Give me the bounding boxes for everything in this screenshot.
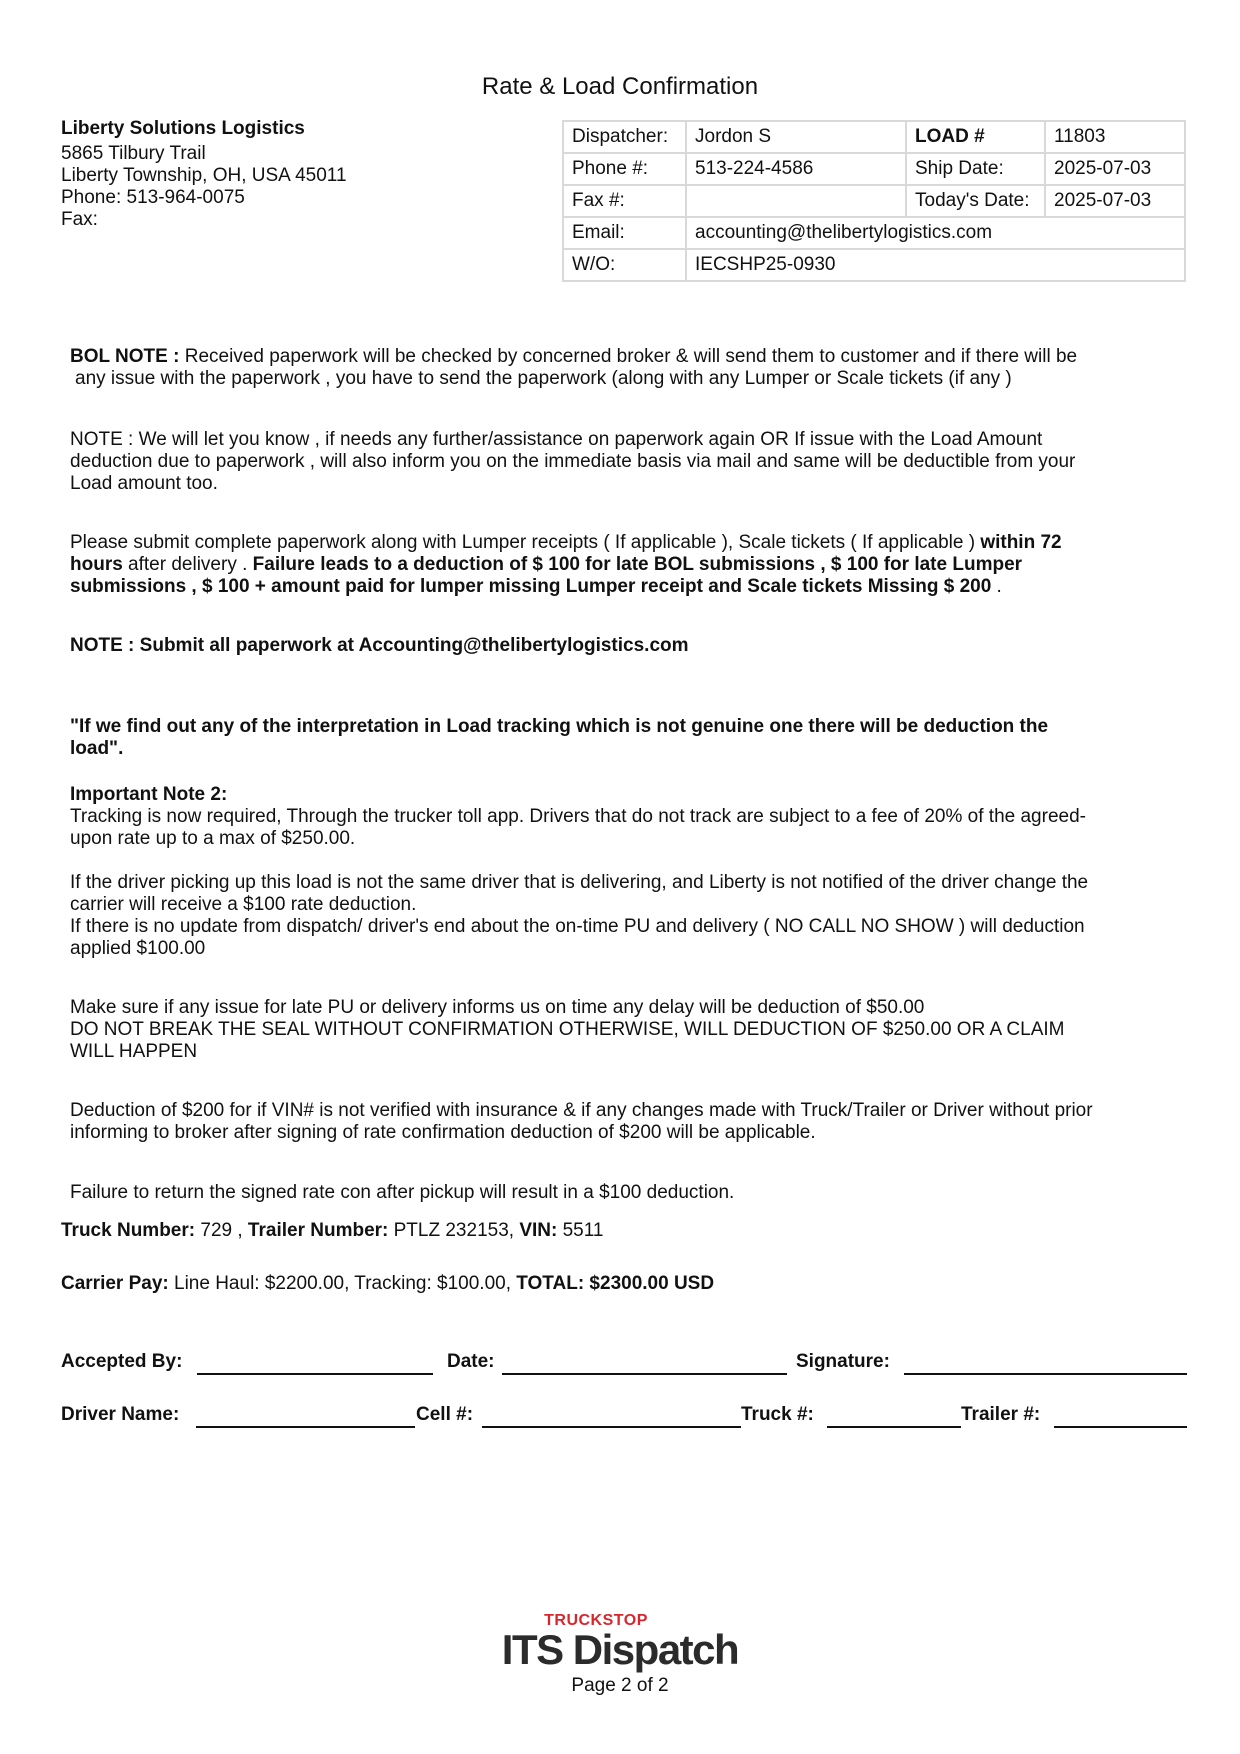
note-line: Tracking is now required, Through the trucker toll app. Drivers that do not track are subject to a fee of 20% of the agreed- (70, 806, 1086, 827)
email-label: Email: (563, 217, 686, 249)
logo-brand-text: TRUCKSTOP (544, 1612, 648, 1629)
note-line: carrier will receive a $100 rate deduction. (70, 894, 417, 915)
load-value: 11803 (1045, 121, 1185, 153)
note-line: applied $100.00 (70, 938, 206, 959)
load-label: LOAD # (906, 121, 1045, 153)
submit-deadline: within 72 (980, 532, 1062, 553)
table-row (563, 185, 1185, 217)
company-phone: Phone: 513-964-0075 (61, 187, 245, 208)
submit-text: Please submit complete paperwork along with Lumper receipts ( If applicable ), Scale tickets ( If applicable ) (70, 532, 981, 553)
tracking-quote (70, 716, 1180, 760)
late-seal-note (70, 997, 1180, 1063)
ship-date-value: 2025-07-03 (1045, 153, 1185, 185)
its-dispatch-logo (0, 1612, 1240, 1674)
bol-note-label: BOL NOTE : (70, 346, 180, 367)
note-line: upon rate up to a max of $250.00. (70, 828, 356, 849)
important-heading: Important Note 2: (70, 784, 228, 805)
note-line: Make sure if any issue for late PU or delivery informs us on time any delay will be deduction of $50.00 (70, 997, 925, 1018)
driver-change-note (70, 872, 1180, 960)
date-label: Date: (447, 1351, 495, 1372)
submit-failure-2: submissions , $ 100 + amount paid for lumper missing Lumper receipt and Scale tickets Missing $ 200 (70, 576, 992, 597)
trailer-number-label: Trailer Number: (247, 1220, 389, 1241)
carrier-pay-label: Carrier Pay: (61, 1273, 169, 1294)
trailer-label: Trailer #: (961, 1404, 1041, 1425)
bol-note-text-2: any issue with the paperwork , you have to send the paperwork (along with any Lumper or Scale tickets (if any ) (75, 368, 1012, 389)
logo-product-text: ITS Dispatch (501, 1626, 739, 1673)
today-date-value: 2025-07-03 (1045, 185, 1185, 217)
note-line: If the driver picking up this load is not the same driver that is delivering, and Liberty is not notified of the driver change the (70, 872, 1089, 893)
vin-label: VIN: (519, 1220, 558, 1241)
note-line: DO NOT BREAK THE SEAL WITHOUT CONFIRMATION OTHERWISE, WILL DEDUCTION OF $250.00 OR A CLAIM (70, 1019, 1065, 1040)
company-fax: Fax: (61, 209, 98, 230)
page-number: Page 2 of 2 (571, 1675, 669, 1696)
accepted-by-label: Accepted By: (61, 1351, 183, 1372)
dispatcher-label: Dispatcher: (563, 121, 686, 153)
company-block (61, 118, 347, 231)
vin-value: 5511 (557, 1220, 604, 1241)
truck-line[interactable] (827, 1426, 961, 1428)
wo-value: IECSHP25-0930 (686, 249, 1185, 281)
load-info-table (562, 120, 1186, 282)
accepted-by-line[interactable] (197, 1373, 433, 1375)
note-line: deduction due to paperwork , will also inform you on the immediate basis via mail and same will be deductible from your (70, 451, 1076, 472)
trailer-line[interactable] (1054, 1426, 1187, 1428)
note-line: If there is no update from dispatch/ driver's end about the on-time PU and delivery ( NO CALL NO SHOW ) will deduction (70, 916, 1085, 937)
truck-number: 729 , (195, 1220, 248, 1241)
carrier-pay-line (61, 1273, 714, 1295)
note-line: WILL HAPPEN (70, 1041, 198, 1062)
date-line[interactable] (502, 1373, 787, 1375)
table-row (563, 121, 1185, 153)
equipment-line (61, 1220, 603, 1242)
submit-email-note: NOTE : Submit all paperwork at Accounting@thelibertylogistics.com (70, 635, 689, 656)
vin-note (70, 1100, 1180, 1144)
submit-hours: hours (70, 554, 123, 575)
paperwork-note (70, 429, 1180, 495)
ship-date-label: Ship Date: (906, 153, 1045, 185)
cell-line[interactable] (482, 1426, 741, 1428)
note-line: Load amount too. (70, 473, 218, 494)
company-address-1: 5865 Tilbury Trail (61, 143, 206, 164)
truck-label: Truck #: (741, 1404, 814, 1425)
rate-con-note: Failure to return the signed rate con after pickup will result in a $100 deduction. (70, 1182, 735, 1203)
today-date-label: Today's Date: (906, 185, 1045, 217)
table-row (563, 249, 1185, 281)
signature-label: Signature: (796, 1351, 890, 1372)
fax-value (686, 185, 906, 217)
submit-failure: Failure leads to a deduction of $ 100 for late BOL submissions , $ 100 for late Lumper (252, 554, 1023, 575)
submit-after: after delivery . (122, 554, 253, 575)
note-line: "If we find out any of the interpretation in Load tracking which is not genuine one there will be deduction the (70, 716, 1049, 737)
fax-label: Fax #: (563, 185, 686, 217)
wo-label: W/O: (563, 249, 686, 281)
trailer-number: PTLZ 232153, (388, 1220, 520, 1241)
company-address-2: Liberty Township, OH, USA 45011 (61, 165, 347, 186)
cell-label: Cell #: (416, 1404, 474, 1425)
note-line: informing to broker after signing of rate confirmation deduction of $200 will be applicable. (70, 1122, 816, 1143)
driver-name-label: Driver Name: (61, 1404, 180, 1425)
bol-note-text: Received paperwork will be checked by concerned broker & will send them to customer and if there will be (179, 346, 1078, 367)
signature-line[interactable] (904, 1373, 1187, 1375)
dispatcher-value: Jordon S (686, 121, 906, 153)
email-value: accounting@thelibertylogistics.com (686, 217, 1185, 249)
table-row (563, 153, 1185, 185)
bol-note (70, 346, 1180, 390)
phone-value: 513-224-4586 (686, 153, 906, 185)
carrier-pay-total: TOTAL: $2300.00 USD (516, 1273, 715, 1294)
page-title: Rate & Load Confirmation (481, 73, 759, 100)
company-name: Liberty Solutions Logistics (61, 118, 305, 139)
table-row (563, 217, 1185, 249)
carrier-pay-breakdown: Line Haul: $2200.00, Tracking: $100.00, (168, 1273, 517, 1294)
driver-name-line[interactable] (196, 1426, 415, 1428)
phone-label: Phone #: (563, 153, 686, 185)
note-line: NOTE : We will let you know , if needs any further/assistance on paperwork again OR If issue with the Load Amount (70, 429, 1043, 450)
submit-note (70, 532, 1180, 598)
note-line: Deduction of $200 for if VIN# is not verified with insurance & if any changes made with Truck/Trailer or Driver without prior (70, 1100, 1093, 1121)
note-line: load". (70, 738, 124, 759)
truck-number-label: Truck Number: (61, 1220, 196, 1241)
important-note (70, 784, 1180, 850)
submit-end: . (991, 576, 1002, 597)
